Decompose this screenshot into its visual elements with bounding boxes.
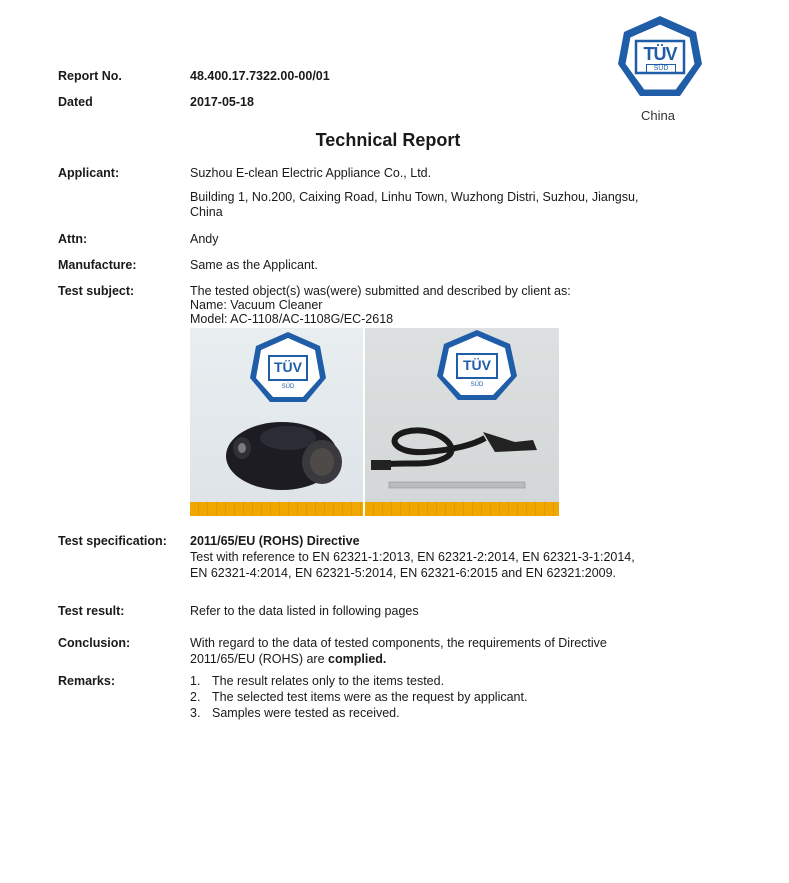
test-subject-line1: The tested object(s) was(were) submitted and described by client as: <box>190 284 571 298</box>
photo-vacuum-accessories <box>365 328 559 516</box>
measuring-ruler <box>190 502 363 516</box>
test-specification-line1: Test with reference to EN 62321-1:2013, EN 62321-2:2014, EN 62321-3-1:2014, <box>190 550 635 564</box>
logo-text: TÜV <box>643 44 677 64</box>
conclusion-line2 <box>190 652 386 667</box>
test-specification-line2: EN 62321-4:2014, EN 62321-5:2014, EN 62321-6:2015 and EN 62321:2009. <box>190 566 617 580</box>
dated-value: 2017-05-18 <box>190 95 254 109</box>
list-item <box>190 673 527 689</box>
applicant-address-line1: Building 1, No.200, Caixing Road, Linhu Town, Wuzhong Distri, Suzhou, Jiangsu, <box>190 190 639 204</box>
remark-number: 1. <box>190 674 201 688</box>
test-subject-name: Name: Vacuum Cleaner <box>190 298 323 312</box>
svg-text:TÜV: TÜV <box>274 359 302 375</box>
remark-text: Samples were tested as received. <box>212 706 400 720</box>
remark-number: 3. <box>190 706 201 720</box>
report-no-label: Report No. <box>58 69 122 83</box>
attn-value: Andy <box>190 232 219 246</box>
applicant-label: Applicant: <box>58 166 120 180</box>
report-no-value: 48.400.17.7322.00-00/01 <box>190 69 330 83</box>
list-item <box>190 705 527 721</box>
conclusion-line2-text: 2011/65/EU (ROHS) are <box>190 652 329 666</box>
conclusion-label: Conclusion: <box>58 636 131 650</box>
remarks-list <box>190 673 527 721</box>
manufacture-value: Same as the Applicant. <box>190 258 318 272</box>
applicant-name: Suzhou E-clean Electric Appliance Co., Ltd. <box>190 166 432 180</box>
test-result-label: Test result: <box>58 604 125 618</box>
manufacture-label: Manufacture: <box>58 258 137 272</box>
test-result-value: Refer to the data listed in following pages <box>190 604 419 618</box>
conclusion-line1: With regard to the data of tested components, the requirements of Directive <box>190 636 607 650</box>
remarks-label: Remarks: <box>58 674 115 688</box>
svg-text:TÜV: TÜV <box>463 357 491 373</box>
svg-text:SÜD: SÜD <box>281 384 295 390</box>
tuv-sud-logo <box>616 14 704 106</box>
list-item <box>190 689 527 705</box>
remark-text: The selected test items were as the request by applicant. <box>212 690 528 704</box>
test-specification-directive: 2011/65/EU (ROHS) Directive <box>190 534 360 548</box>
logo-subtext: SÜD <box>646 64 676 73</box>
logo-caption: China <box>641 108 675 123</box>
remark-text: The result relates only to the items tested. <box>212 674 445 688</box>
photo-vacuum-body <box>190 328 363 516</box>
measuring-ruler <box>365 502 559 516</box>
test-subject-label: Test subject: <box>58 284 135 298</box>
dated-label: Dated <box>58 95 93 109</box>
test-subject-model: Model: AC-1108/AC-1108G/EC-2618 <box>190 312 394 326</box>
page-title: Technical Report <box>315 130 461 150</box>
svg-text:SÜD: SÜD <box>470 382 484 388</box>
attn-label: Attn: <box>58 232 88 246</box>
conclusion-complied: complied. <box>328 652 387 666</box>
remark-number: 2. <box>190 690 201 704</box>
applicant-address-line2: China <box>190 205 223 219</box>
test-specification-label: Test specification: <box>58 534 167 548</box>
